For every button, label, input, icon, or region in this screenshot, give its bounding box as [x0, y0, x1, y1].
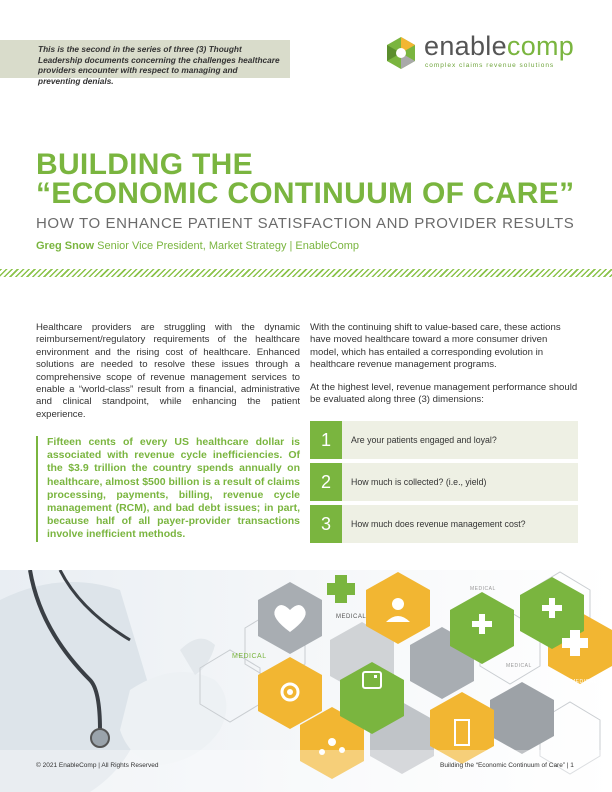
dimension-item [310, 421, 578, 459]
dimension-number: 3 [310, 505, 342, 543]
pull-quote-text: Fifteen cents of every US healthcare dollar is associated with revenue cycle inefficiencies. Of the $3.9 trillion the country spends annually on healthcare, almost $500 billion is a result of claims processing, payments, billing, revenue cycle management (RCM), and bad debt issues; in part, because half of all payer-provider transactions involve inefficient methods. [47, 436, 300, 541]
body-paragraph-left: Healthcare providers are struggling with the dynamic reimbursement/regulatory requirements of the healthcare environment and the rising cost of healthcare. Enhanced solutions are needed to resolve these issues through a comprehensive scope of revenue management services to enable a “world-class” result from a financial, administrative and clinical standpoint, while enhancing the patient experience. [36, 322, 300, 420]
left-column [36, 322, 300, 421]
hex-label: MEDICAL [470, 586, 496, 592]
right-column [310, 322, 578, 406]
author-byline [36, 240, 359, 252]
intro-box [0, 40, 290, 86]
title-line-2: “ECONOMIC CONTINUUM OF CARE” [36, 177, 575, 210]
body-paragraph-right-2: At the highest level, revenue management performance should be evaluated along three (3) dimensions: [310, 381, 578, 406]
logo-tagline: complex claims revenue solutions [425, 62, 555, 69]
body-paragraph-right-1: With the continuing shift to value-based care, these actions have moved healthcare toward a more consumer driven model, which has entailed a corresponding evolution in healthcare revenue management programs. [310, 322, 561, 371]
enablecomp-logo [384, 31, 584, 74]
author-role: Senior Vice President, Market Strategy | EnableComp [97, 240, 360, 252]
title-line-1: BUILDING THE [36, 148, 253, 181]
hex-label: MEDICAL [336, 614, 367, 620]
hex-label: MEDICAL [571, 679, 597, 685]
hex-label: MEDICAL [506, 663, 532, 669]
hex-label: MEDICAL [232, 653, 267, 660]
page-title [36, 150, 574, 208]
dimensions-list [310, 421, 578, 547]
page-subtitle: HOW TO ENHANCE PATIENT SATISFACTION AND PROVIDER RESULTS [36, 215, 575, 232]
dimension-text: Are your patients engaged and loyal? [342, 421, 578, 459]
logo-wordmark: enablecomp [424, 31, 575, 61]
dimension-item [310, 505, 578, 543]
striped-divider [0, 269, 612, 277]
dimension-text: How much is collected? (i.e., yield) [342, 463, 578, 501]
author-name: Greg Snow [36, 240, 95, 252]
pull-quote [36, 436, 300, 542]
hero-medical-illustration [0, 570, 612, 792]
dimension-text: How much does revenue management cost? [342, 505, 578, 543]
logo-mark-icon [384, 36, 418, 70]
dimension-number: 2 [310, 463, 342, 501]
footer-page-info: Building the “Economic Continuum of Care” | 1 [440, 762, 574, 769]
footer-copyright: © 2021 EnableComp | All Rights Reserved [36, 762, 159, 769]
dimension-item [310, 463, 578, 501]
intro-text: This is the second in the series of three (3) Thought Leadership documents concerning the challenges healthcare providers encounter with respect to managing and preventing denials. [38, 44, 280, 86]
dimension-number: 1 [310, 421, 342, 459]
